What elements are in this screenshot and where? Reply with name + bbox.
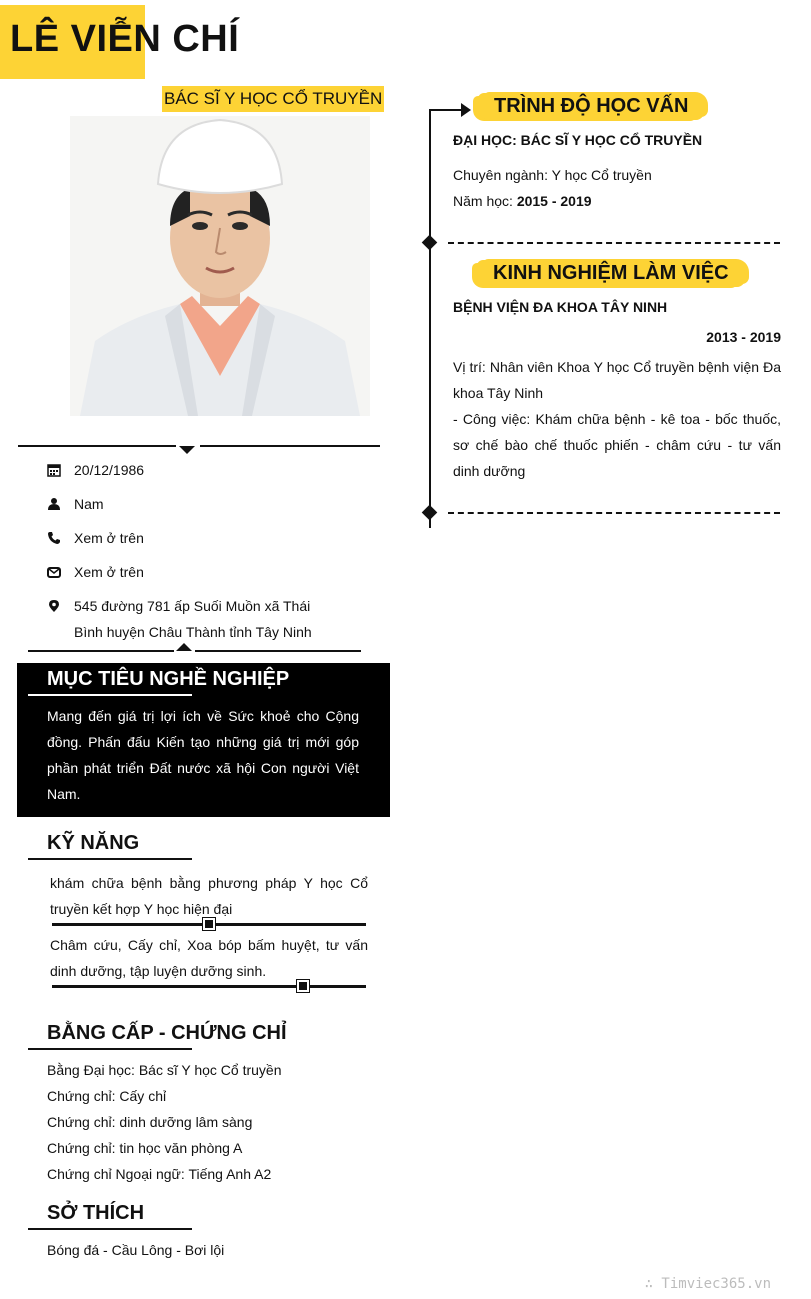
email-icon xyxy=(46,559,62,585)
phone-icon xyxy=(46,525,62,551)
info-email xyxy=(46,559,346,585)
education-title: TRÌNH ĐỘ HỌC VẤN xyxy=(478,93,704,120)
certificate-item: Chứng chỉ: dinh dưỡng lâm sàng xyxy=(47,1114,253,1130)
calendar-icon xyxy=(46,457,62,483)
hobbies-title: SỞ THÍCH xyxy=(47,1202,145,1224)
certificate-item: Bằng Đại học: Bác sĩ Y học Cổ truyền xyxy=(47,1062,282,1078)
skills-title: KỸ NĂNG xyxy=(47,832,140,854)
skill-item-2-text: Châm cứu, Cấy chỉ, Xoa bóp bấm huyệt, tư vấn dinh dưỡng, tập luyện dưỡng sinh. xyxy=(50,937,368,979)
education-years: 2015 - 2019 xyxy=(516,193,592,209)
education-divider xyxy=(448,242,780,244)
education-year-row xyxy=(453,188,592,214)
certificates-title-underline xyxy=(28,1048,192,1050)
address-line-1: 545 đường 781 ấp Suối Muồn xã Thái xyxy=(74,598,311,614)
job-title: BÁC SĨ Y HỌC CỔ TRUYỀN xyxy=(162,86,384,112)
birthday-text: 20/12/1986 xyxy=(74,462,145,478)
education-school: ĐẠI HỌC: BÁC SĨ Y HỌC CỔ TRUYỀN xyxy=(453,132,703,148)
timeline-node xyxy=(422,235,438,251)
objective-title: MỤC TIÊU NGHỀ NGHIỆP xyxy=(47,668,290,690)
experience-title: KINH NGHIỆM LÀM VIỆC xyxy=(477,260,745,287)
skills-title-underline xyxy=(28,858,192,860)
info-bottom-divider-right xyxy=(195,650,361,652)
certificate-item: Chứng chỉ: tin học văn phòng A xyxy=(47,1140,243,1156)
doctor-portrait-image xyxy=(70,116,370,416)
skill-item-2-level xyxy=(297,980,309,992)
certificate-item: Chứng chỉ: Cấy chỉ xyxy=(47,1088,167,1104)
gender-text: Nam xyxy=(74,496,104,512)
experience-position: Vị trí: Nhân viên Khoa Y học Cổ truyền bệnh viện Đa khoa Tây Ninh xyxy=(453,359,781,401)
address-line-2: Bình huyện Châu Thành tỉnh Tây Ninh xyxy=(74,624,312,640)
timeline-node xyxy=(422,505,438,521)
timeline-top-connector xyxy=(429,109,463,111)
skill-item-1-text: khám chữa bệnh bằng phương pháp Y học Cổ truyền kết hợp Y học hiện đại xyxy=(50,875,368,917)
experience-company: BỆNH VIỆN ĐA KHOA TÂY NINH xyxy=(453,299,668,315)
skill-item-2-bar xyxy=(52,985,366,988)
timeline-arrow-icon xyxy=(461,103,471,117)
location-icon xyxy=(46,593,62,619)
email-text: Xem ở trên xyxy=(74,564,144,580)
experience-divider xyxy=(448,512,780,514)
objective-text: Mang đến giá trị lợi ích về Sức khoẻ cho Cộng đồng. Phấn đấu Kiến tạo những giá trị mới góp phần phát triển Đất nước xã hội Con người Việt Nam. xyxy=(47,708,359,802)
candidate-name: LÊ VIỄN CHÍ xyxy=(10,18,240,60)
skill-item-1-level xyxy=(203,918,215,930)
info-phone xyxy=(46,525,346,551)
phone-text: Xem ở trên xyxy=(74,530,144,546)
timeline-line xyxy=(429,110,431,528)
person-icon xyxy=(46,491,62,517)
education-major-label: Chuyên ngành: xyxy=(453,167,552,183)
education-year-label: Năm học: xyxy=(453,193,517,209)
info-divider-left xyxy=(18,445,176,447)
divider-arrow-up xyxy=(176,643,192,651)
hobbies-text: Bóng đá - Cầu Lông - Bơi lội xyxy=(47,1242,225,1258)
info-address xyxy=(46,593,366,645)
info-gender xyxy=(46,491,346,517)
info-divider-right xyxy=(200,445,380,447)
experience-years: 2013 - 2019 xyxy=(706,329,781,345)
education-major: Y học Cổ truyền xyxy=(551,167,652,183)
info-birthday xyxy=(46,457,346,483)
experience-duties: - Công việc: Khám chữa bệnh - kê toa - bốc thuốc, sơ chế bào chế thuốc phiến - châm cứu - tư vấn dinh dưỡng xyxy=(453,411,781,479)
profile-photo xyxy=(70,116,370,416)
hobbies-title-underline xyxy=(28,1228,192,1230)
watermark: ∴ Timviec365.vn xyxy=(644,1276,771,1292)
certificates-title: BẰNG CẤP - CHỨNG CHỈ xyxy=(47,1022,287,1044)
divider-arrow-down xyxy=(179,446,195,454)
certificate-item: Chứng chỉ Ngoại ngữ: Tiếng Anh A2 xyxy=(47,1166,272,1182)
objective-title-underline xyxy=(28,694,192,696)
education-major-row xyxy=(453,162,652,188)
info-bottom-divider-left xyxy=(28,650,174,652)
